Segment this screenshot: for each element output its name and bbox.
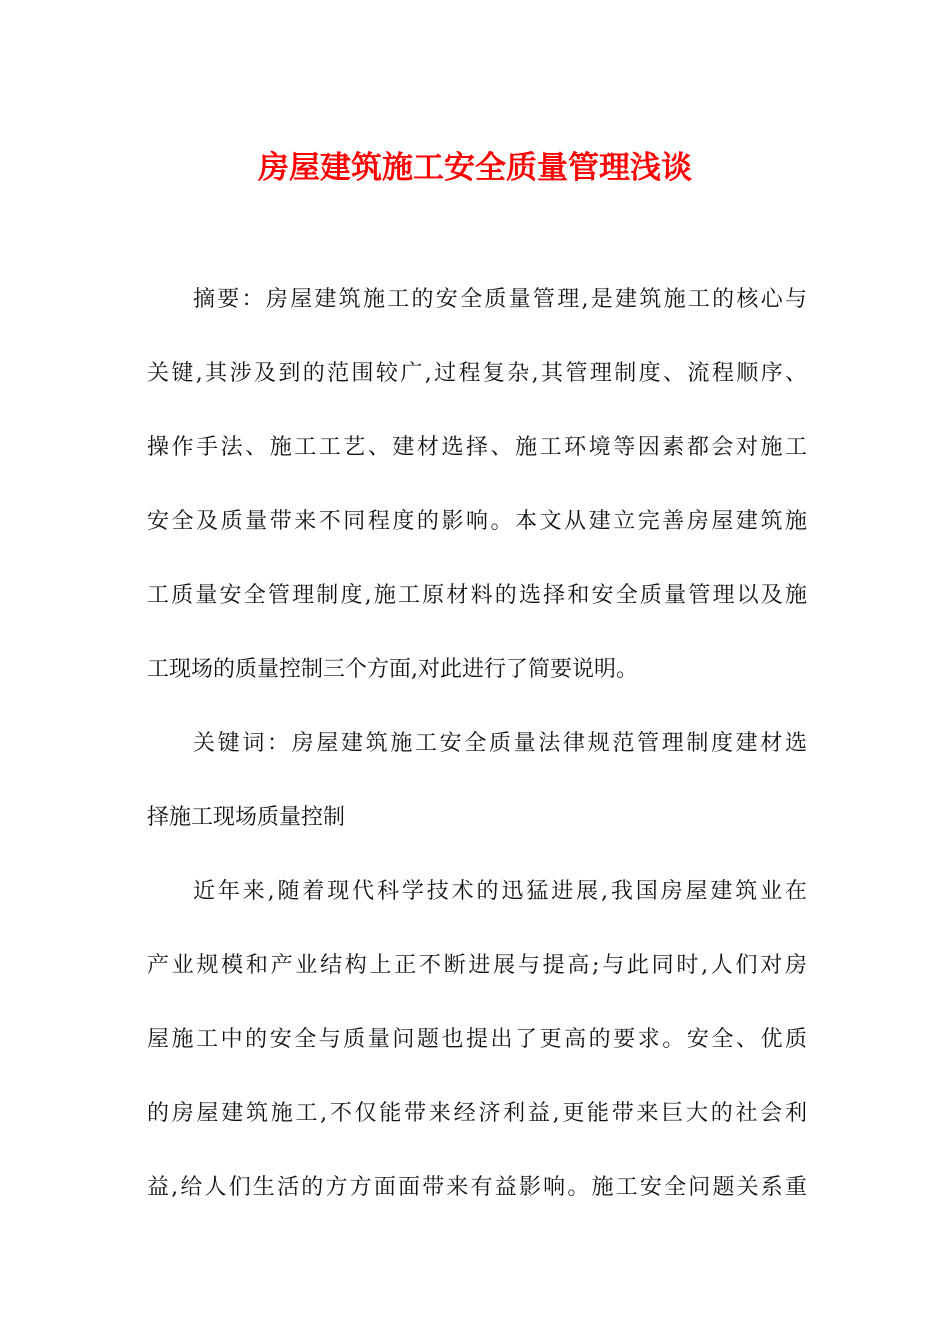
body-line-4: 的房屋建筑施工,不仅能带来经济利益,更能带来巨大的社会利 <box>147 1101 807 1126</box>
body-line-2: 产业规模和产业结构上正不断进展与提高;与此同时,人们对房 <box>147 953 807 978</box>
abstract-line-3: 操作手法、施工工艺、建材选择、施工环境等因素都会对施工 <box>147 435 807 460</box>
body-line-5: 益,给人们生活的方方面面带来有益影响。施工安全问题关系重 <box>147 1175 807 1200</box>
keywords-line-2: 择施工现场质量控制 <box>147 805 346 830</box>
abstract-line-2: 关键,其涉及到的范围较广,过程复杂,其管理制度、流程顺序、 <box>147 361 807 386</box>
abstract-line-1: 摘要：房屋建筑施工的安全质量管理,是建筑施工的核心与 <box>193 287 807 312</box>
body-line-3: 屋施工中的安全与质量问题也提出了更高的要求。安全、优质 <box>147 1027 807 1052</box>
abstract-line-6: 工现场的质量控制三个方面,对此进行了简要说明。 <box>147 657 638 682</box>
abstract-line-5: 工质量安全管理制度,施工原材料的选择和安全质量管理以及施 <box>147 583 807 608</box>
body-line-1: 近年来,随着现代科学技术的迅猛进展,我国房屋建筑业在 <box>193 879 807 904</box>
document-title: 房屋建筑施工安全质量管理浅谈 <box>258 150 692 186</box>
abstract-line-4: 安全及质量带来不同程度的影响。本文从建立完善房屋建筑施 <box>147 509 807 534</box>
keywords-line-1: 关键词：房屋建筑施工安全质量法律规范管理制度建材选 <box>193 731 807 756</box>
